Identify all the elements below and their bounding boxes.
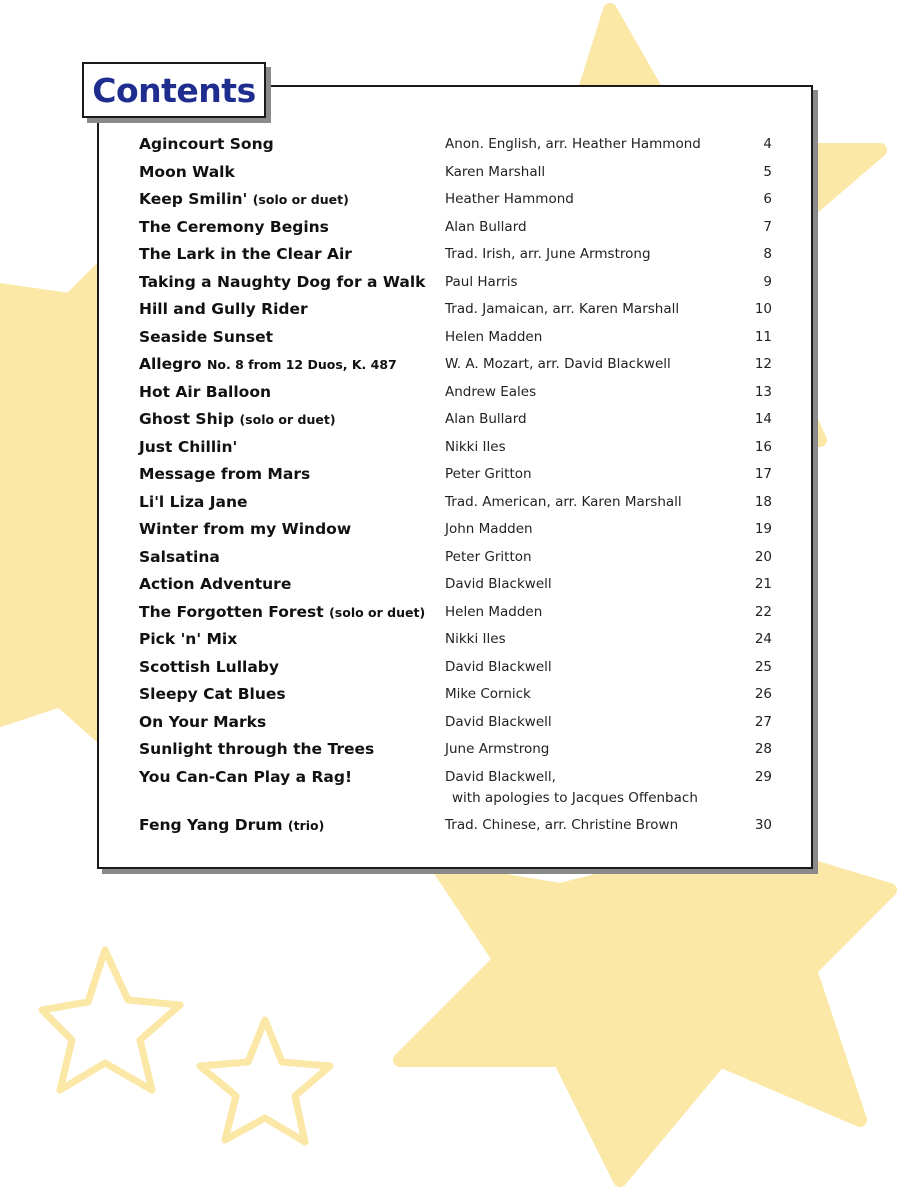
toc-entry[interactable]	[0, 328, 900, 354]
piece-title	[139, 135, 274, 153]
piece-title-text: Keep Smilin'	[139, 190, 248, 208]
piece-note: (solo or duet)	[239, 412, 336, 427]
page-number: 8	[763, 246, 772, 262]
composer-name: Peter Gritton	[445, 548, 532, 565]
composer-name: John Madden	[445, 521, 533, 537]
page-number: 25	[754, 658, 772, 675]
page-number: 11	[754, 328, 772, 345]
page-number: 18	[754, 493, 772, 510]
piece-title-text: You Can-Can Play a Rag!	[139, 767, 353, 786]
piece-title	[139, 768, 352, 786]
composer-name: Helen Madden	[445, 603, 543, 620]
composer-name: David Blackwell,	[445, 768, 556, 785]
toc-entry[interactable]	[0, 163, 900, 189]
toc-entry[interactable]	[0, 300, 900, 326]
composer-name: Karen Marshall	[445, 163, 546, 180]
composer-name: Trad. American, arr. Karen Marshall	[445, 493, 682, 510]
piece-title	[139, 520, 351, 538]
composer-name: Heather Hammond	[445, 191, 574, 207]
piece-title-text: On Your Marks	[139, 712, 267, 731]
page-number: 9	[763, 273, 772, 290]
toc-entry[interactable]	[0, 273, 900, 299]
page-number: 19	[754, 521, 772, 537]
page-number: 7	[763, 218, 772, 235]
piece-title	[139, 548, 220, 566]
toc-entry[interactable]	[0, 520, 900, 546]
piece-title	[139, 273, 425, 291]
piece-title-text: Allegro	[139, 355, 202, 373]
toc-entry[interactable]	[0, 245, 900, 271]
composer-name: June Armstrong	[445, 741, 550, 757]
toc-entry[interactable]	[0, 190, 900, 216]
composer-name: David Blackwell	[445, 713, 552, 730]
piece-title	[139, 740, 374, 758]
toc-entry[interactable]	[0, 218, 900, 244]
piece-title-text: Winter from my Window	[139, 520, 352, 538]
composer-name: Alan Bullard	[445, 218, 527, 235]
toc-entry[interactable]	[0, 630, 900, 656]
piece-title-text: The Ceremony Begins	[139, 217, 329, 236]
toc-entry[interactable]	[0, 685, 900, 711]
page-number: 21	[754, 576, 772, 592]
page-number: 6	[763, 191, 772, 207]
page-number: 30	[754, 817, 772, 833]
piece-title-text: Sleepy Cat Blues	[139, 685, 286, 703]
toc-entry[interactable]	[0, 410, 900, 436]
piece-title-text: Seaside Sunset	[139, 327, 274, 346]
piece-title	[139, 658, 279, 676]
composer-name: Peter Gritton	[445, 466, 532, 482]
composer-name-continued: with apologies to Jacques Offenbach	[452, 789, 698, 806]
piece-title	[139, 410, 336, 428]
page-number: 20	[754, 548, 772, 565]
toc-entry[interactable]	[0, 740, 900, 766]
toc-entry[interactable]	[0, 493, 900, 519]
page-number: 13	[754, 383, 772, 400]
page-number: 29	[754, 768, 772, 785]
composer-name: Trad. Irish, arr. June Armstrong	[445, 246, 651, 262]
composer-name: Trad. Chinese, arr. Christine Brown	[445, 817, 679, 833]
composer-name: Andrew Eales	[445, 383, 537, 400]
toc-entry[interactable]	[0, 383, 900, 409]
toc-entry[interactable]	[0, 603, 900, 629]
page-number: 5	[763, 163, 772, 180]
piece-title	[139, 300, 308, 318]
piece-title-text: Pick 'n' Mix	[139, 630, 238, 648]
toc-entry[interactable]	[0, 548, 900, 574]
toc-entry[interactable]	[0, 767, 900, 806]
composer-name: Mike Cornick	[445, 686, 531, 702]
toc-entry[interactable]	[0, 816, 900, 842]
page-number: 4	[763, 136, 772, 152]
piece-title	[139, 163, 235, 181]
composer-name: Nikki Iles	[445, 631, 506, 647]
piece-title-text: Just Chillin'	[139, 437, 238, 456]
page-number: 10	[754, 301, 772, 317]
piece-title-text: Feng Yang Drum	[139, 816, 283, 834]
piece-title	[139, 713, 266, 731]
piece-title-text: Taking a Naughty Dog for a Walk	[139, 272, 426, 291]
piece-title-text: Hot Air Balloon	[139, 382, 272, 401]
page-title: Contents	[92, 70, 256, 110]
piece-title-text: Agincourt Song	[139, 135, 274, 153]
piece-title	[139, 685, 286, 703]
piece-note: (solo or duet)	[252, 192, 349, 207]
toc-entry[interactable]	[0, 355, 900, 381]
piece-title-text: Salsatina	[139, 547, 220, 566]
star-outline-icon	[200, 1020, 330, 1142]
piece-title	[139, 630, 237, 648]
piece-title-text: Hill and Gully Rider	[139, 300, 308, 318]
piece-title-text: The Forgotten Forest	[139, 602, 324, 621]
piece-title	[139, 383, 271, 401]
piece-note: (solo or duet)	[329, 604, 426, 620]
piece-title	[139, 190, 349, 208]
piece-title	[139, 816, 324, 834]
piece-title-text: Li'l Liza Jane	[139, 492, 248, 511]
piece-title	[139, 465, 310, 483]
page-number: 16	[754, 438, 772, 455]
contents-title-box	[82, 62, 266, 118]
page-number: 12	[754, 356, 772, 372]
piece-note: (trio)	[287, 818, 325, 833]
piece-title-text: Message from Mars	[139, 465, 311, 483]
page-number: 17	[754, 466, 772, 482]
piece-title	[139, 438, 237, 456]
composer-name: David Blackwell	[445, 576, 552, 592]
piece-title	[139, 575, 291, 593]
toc-entry[interactable]	[0, 713, 900, 739]
piece-title	[139, 493, 248, 511]
toc-entry[interactable]	[0, 438, 900, 464]
page-number: 27	[754, 713, 772, 730]
page-number: 28	[754, 741, 772, 757]
toc-entry[interactable]	[0, 135, 900, 161]
piece-note: No. 8 from 12 Duos, K. 487	[206, 357, 397, 372]
page-number: 26	[754, 686, 772, 702]
composer-name: W. A. Mozart, arr. David Blackwell	[445, 356, 671, 372]
composer-name: Helen Madden	[445, 328, 543, 345]
composer-name: Anon. English, arr. Heather Hammond	[445, 136, 701, 152]
piece-title-text: Action Adventure	[139, 575, 292, 593]
page-number: 22	[754, 603, 772, 620]
page-number: 14	[754, 411, 772, 427]
piece-title	[139, 328, 273, 346]
piece-title-text: Sunlight through the Trees	[139, 740, 375, 758]
page-number: 24	[754, 631, 772, 647]
piece-title	[139, 218, 329, 236]
piece-title-text: The Lark in the Clear Air	[139, 245, 352, 263]
piece-title	[139, 355, 397, 373]
piece-title	[139, 245, 352, 263]
composer-name: David Blackwell	[445, 658, 552, 675]
toc-entry[interactable]	[0, 575, 900, 601]
toc-entry[interactable]	[0, 658, 900, 684]
composer-name: Alan Bullard	[445, 411, 527, 427]
piece-title	[139, 603, 425, 621]
piece-title-text: Scottish Lullaby	[139, 657, 279, 676]
composer-name: Nikki Iles	[445, 438, 506, 455]
toc-entry[interactable]	[0, 465, 900, 491]
piece-title-text: Ghost Ship	[139, 410, 235, 428]
composer-name: Trad. Jamaican, arr. Karen Marshall	[445, 301, 680, 317]
composer-name: Paul Harris	[445, 273, 518, 290]
star-outline-icon	[42, 950, 180, 1090]
piece-title-text: Moon Walk	[139, 162, 235, 181]
